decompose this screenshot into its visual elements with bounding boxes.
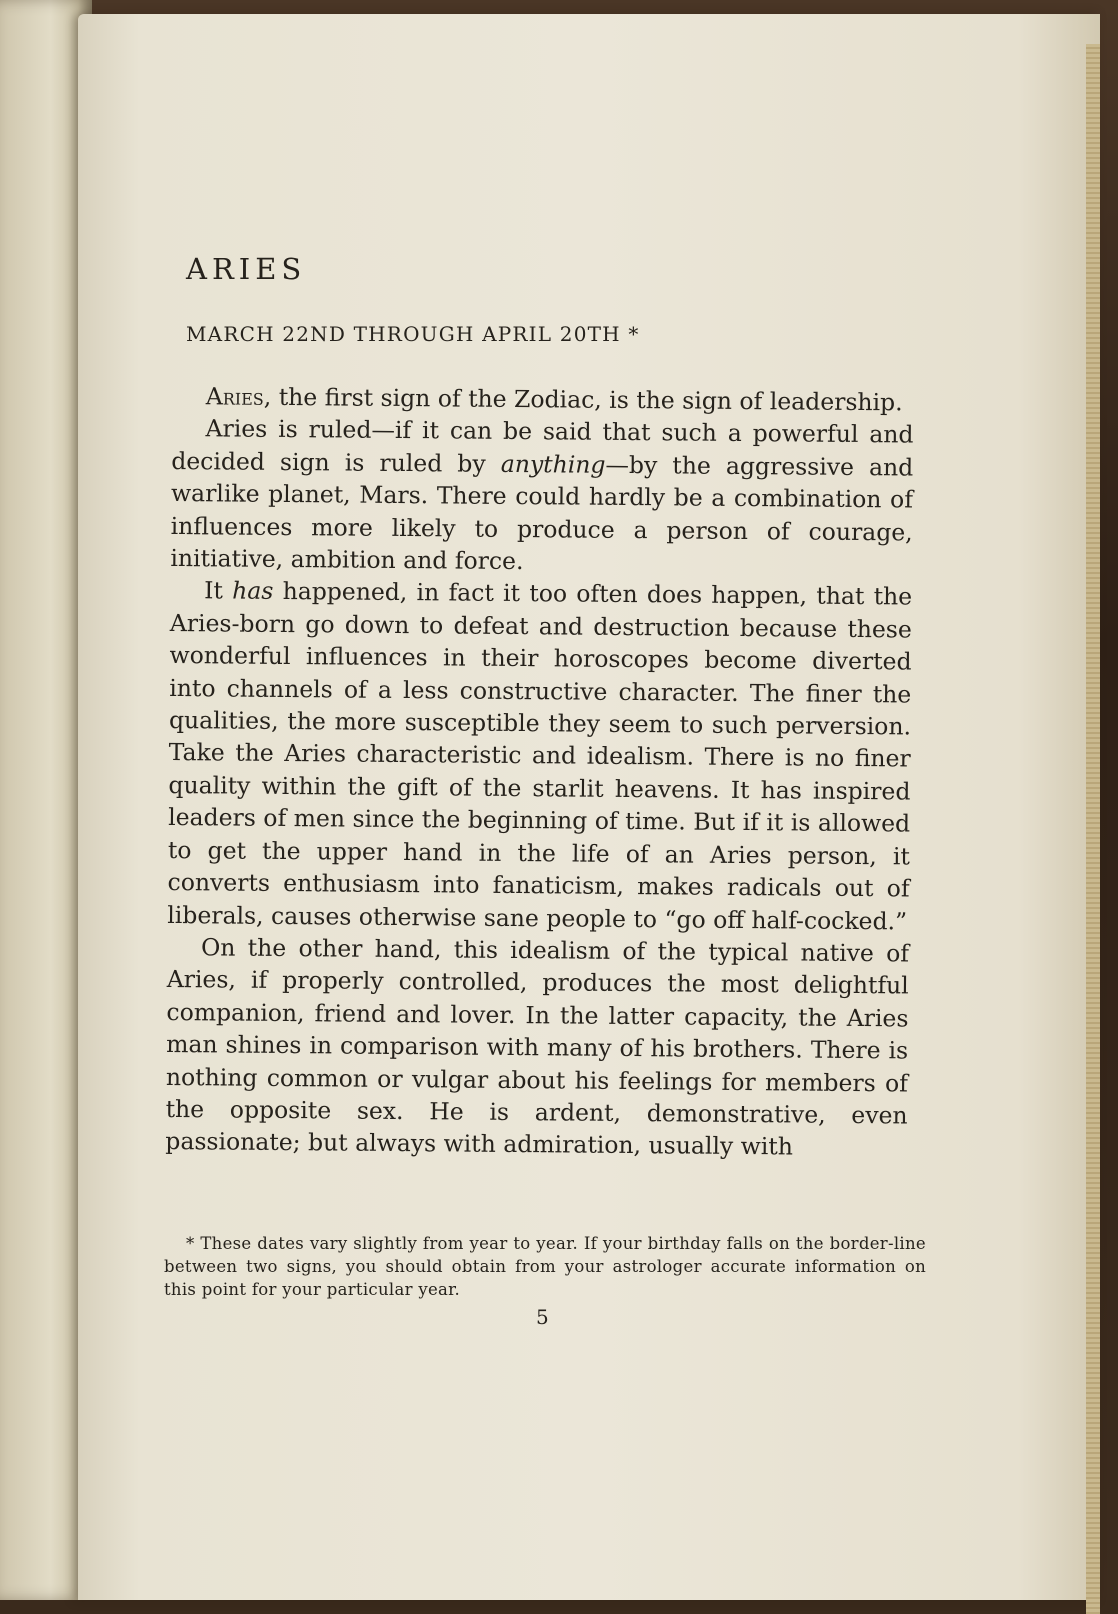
emphasis: has bbox=[232, 576, 274, 606]
paragraph bbox=[165, 931, 909, 1164]
paragraph-text: On the other hand, this idealism of the typical native of Aries, if properly controlled, produces the most delightful companion, friend and lover. In the latter capacity, the Aries man shines in comparison with many of his brothers. There is nothing common or vulgar about his feelings for members of the opposite sex. He is ardent, demonstrative, even passionate; but always with admiration, usually with bbox=[165, 933, 910, 1161]
paragraph-text: Aries is ruled—if it can be said that such a powerful and decided sign is ruled by bbox=[171, 414, 914, 478]
paragraph bbox=[167, 574, 912, 937]
paragraph-text: , the first sign of the Zodiac, is the sign of leadership. bbox=[263, 382, 903, 417]
emphasis: anything bbox=[500, 449, 606, 479]
lead-word: Aries bbox=[205, 382, 264, 411]
page-number: 5 bbox=[536, 1305, 549, 1329]
paragraph-text: It bbox=[204, 576, 233, 605]
paragraph bbox=[170, 412, 913, 581]
chapter-title: ARIES bbox=[186, 252, 307, 286]
paragraph-text: happened, in fact it too often does happen, that the Aries-born go down to defeat and destruction because these wonderful influences in their horoscopes become diverted into channels of a less constructive character. The finer the qualities, the more susceptible they seem to such perversion. Take the Aries characteristic and idealism. There is no finer quality within the gift of the starlit heavens. It has inspired leaders of men since the beginning of time. But if it is allowed to get the upper hand in the life of an Aries person, it converts enthusiasm into fanaticism, makes radicals out of liberals, causes otherwise sane people to “go off half-cocked.” bbox=[167, 577, 913, 935]
date-range: MARCH 22ND THROUGH APRIL 20TH * bbox=[186, 322, 640, 346]
paragraph-text: —by the aggressive and warlike planet, Mars. There could hardly be a combination of influences more likely to produce a person of courage, initiative, ambition and force. bbox=[170, 450, 914, 576]
footnote bbox=[164, 1232, 926, 1301]
body-text bbox=[165, 380, 914, 1164]
footnote-text: * These dates vary slightly from year to year. If your birthday falls on the border-line between two signs, you should obtain from your astrologer accurate information on this point for your particular year. bbox=[164, 1234, 926, 1299]
